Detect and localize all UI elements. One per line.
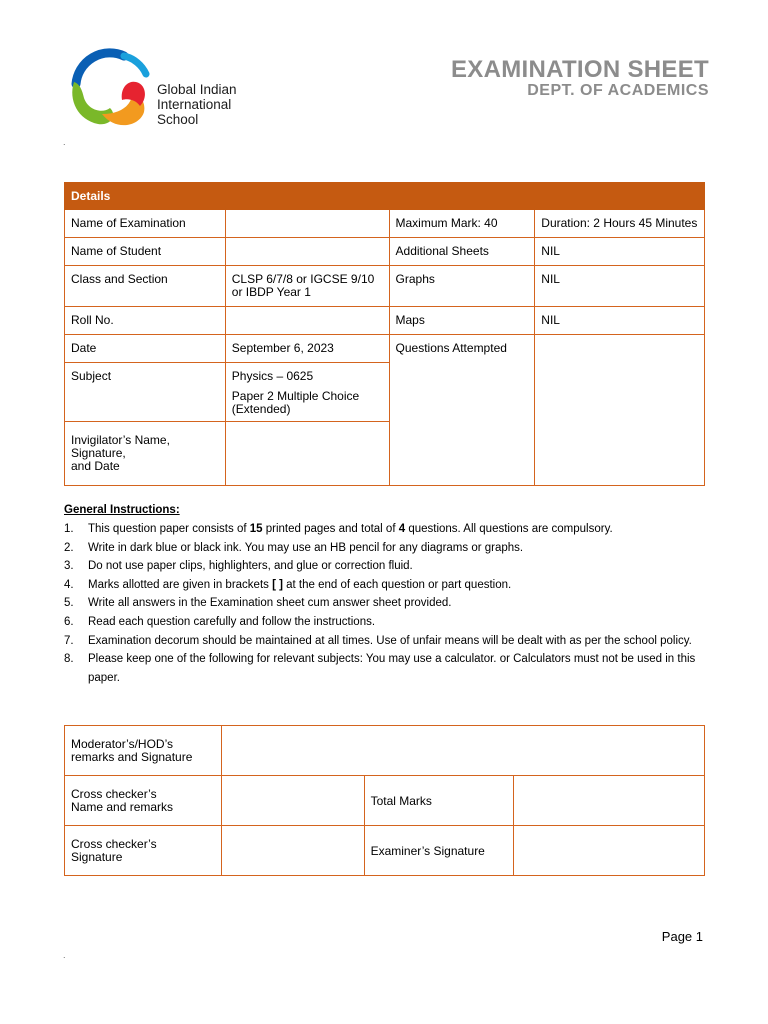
instruction-number: 4. xyxy=(64,578,74,591)
instruction-number: 2. xyxy=(64,541,74,554)
label-subject: Subject xyxy=(71,369,112,383)
school-name-line: School xyxy=(157,112,199,127)
field-roll-no[interactable] xyxy=(225,307,389,335)
review-table xyxy=(64,725,705,876)
instruction-text: This question paper consists of xyxy=(88,523,250,535)
instruction-number: 7. xyxy=(64,634,74,647)
maximum-mark: Maximum Mark: 40 xyxy=(395,216,498,230)
stray-dot: . xyxy=(63,950,66,960)
label-total-marks: Total Marks xyxy=(370,793,432,808)
instructions-list xyxy=(64,520,714,687)
subject-code: Physics – 0625 xyxy=(231,369,314,383)
field-name-of-student[interactable] xyxy=(225,238,389,266)
instruction-text: questions. All questions are compulsory. xyxy=(405,523,613,535)
instruction-number: 1. xyxy=(64,523,74,535)
instruction-emphasis: 15 xyxy=(249,523,263,535)
instruction-text: Read each question carefully and follow the instructions. xyxy=(88,615,376,628)
instruction-item xyxy=(64,520,714,539)
general-instructions xyxy=(64,503,714,687)
label-cross-checker-name xyxy=(65,776,221,818)
label-roll-no: Roll No. xyxy=(71,313,114,327)
instruction-text: Marks allotted are given in brackets xyxy=(88,578,273,591)
value-subject xyxy=(226,363,389,420)
instruction-number: 8. xyxy=(64,653,74,666)
details-table xyxy=(64,182,705,486)
instruction-number: 6. xyxy=(64,615,74,628)
label-questions-attempted: Questions Attempted xyxy=(395,341,507,355)
instruction-item xyxy=(64,557,714,576)
instruction-text: Please keep one of the following for relevant subjects: You may use a calculator. or Calculators must not be used in this paper. xyxy=(88,653,696,684)
field-examiner-signature[interactable] xyxy=(514,826,705,876)
label-maps: Maps xyxy=(395,313,425,327)
instruction-text: Write all answers in the Examination sheet cum answer sheet provided. xyxy=(88,597,452,610)
invigilator-line: and Date xyxy=(71,459,120,473)
instruction-text: at the end of each question or part question. xyxy=(282,578,512,591)
field-cross-checker-signature[interactable] xyxy=(221,826,364,876)
label-cross-checker-signature xyxy=(65,826,221,868)
document-subtitle: DEPT. OF ACADEMICS xyxy=(527,82,709,99)
label-moderator xyxy=(65,726,221,768)
instruction-item xyxy=(64,650,714,687)
instruction-text: Write in dark blue or black ink. You may use an HB pencil for any diagrams or graphs. xyxy=(88,541,524,554)
value-maps: NIL xyxy=(541,313,560,327)
label-class-and-section: Class and Section xyxy=(71,272,168,286)
field-cross-checker-name[interactable] xyxy=(221,776,364,826)
instruction-item xyxy=(64,613,714,632)
instruction-emphasis: 4 xyxy=(398,523,406,535)
instruction-item xyxy=(64,539,714,558)
school-name-line: Global Indian xyxy=(157,82,237,97)
instruction-emphasis: [ ] xyxy=(272,578,283,591)
invigilator-line: Invigilator’s Name, xyxy=(71,433,170,447)
label-name-of-examination: Name of Examination xyxy=(71,216,186,230)
details-heading: Details xyxy=(71,189,111,203)
invigilator-line: Signature, xyxy=(71,446,126,460)
instruction-item xyxy=(64,576,714,595)
value-date: September 6, 2023 xyxy=(231,341,334,355)
label-name-of-student: Name of Student xyxy=(71,244,162,258)
label-graphs: Graphs xyxy=(395,272,435,286)
field-total-marks[interactable] xyxy=(514,776,705,826)
field-invigilator[interactable] xyxy=(225,422,389,486)
moderator-line: Moderator’s/HOD’s xyxy=(71,737,174,751)
field-name-of-examination[interactable] xyxy=(225,210,389,238)
school-name xyxy=(157,82,237,127)
instruction-text: Do not use paper clips, highlighters, and glue or correction fluid. xyxy=(88,560,413,573)
field-questions-attempted[interactable] xyxy=(535,335,705,486)
value-class-and-section: CLSP 6/7/8 or IGCSE 9/10 or IBDP Year 1 xyxy=(231,272,375,299)
label-examiner-signature: Examiner’s Signature xyxy=(370,843,485,858)
instructions-heading: General Instructions: xyxy=(64,504,180,516)
label-invigilator xyxy=(65,422,225,477)
label-date: Date xyxy=(71,341,97,355)
instruction-text: Examination decorum should be maintained at all times. Use of unfair means will be dealt with as per the school policy. xyxy=(88,634,692,647)
instruction-item xyxy=(64,632,714,651)
label-additional-sheets: Additional Sheets xyxy=(395,244,489,258)
field-moderator-remarks[interactable] xyxy=(221,726,704,776)
moderator-line: remarks and Signature xyxy=(71,750,193,764)
school-name-line: International xyxy=(157,97,232,112)
document-title: EXAMINATION SHEET xyxy=(450,56,709,83)
value-additional-sheets: NIL xyxy=(541,244,560,258)
document-title-block xyxy=(451,57,709,99)
instruction-item xyxy=(64,594,714,613)
duration: Duration: 2 Hours 45 Minutes xyxy=(541,216,698,230)
cross-checker-line: Cross checker’s xyxy=(71,787,157,801)
stray-dot: . xyxy=(63,137,66,147)
subject-paper: Paper 2 Multiple Choice (Extended) xyxy=(231,389,360,416)
cross-checker-line: Name and remarks xyxy=(71,800,174,814)
cross-checker-line: Cross checker’s xyxy=(71,837,157,851)
instruction-number: 5. xyxy=(64,597,74,610)
page-number: Page 1 xyxy=(661,929,703,944)
cross-checker-line: Signature xyxy=(71,850,123,864)
instruction-text: printed pages and total of xyxy=(262,523,399,535)
instruction-number: 3. xyxy=(64,560,74,573)
value-graphs: NIL xyxy=(541,272,560,286)
